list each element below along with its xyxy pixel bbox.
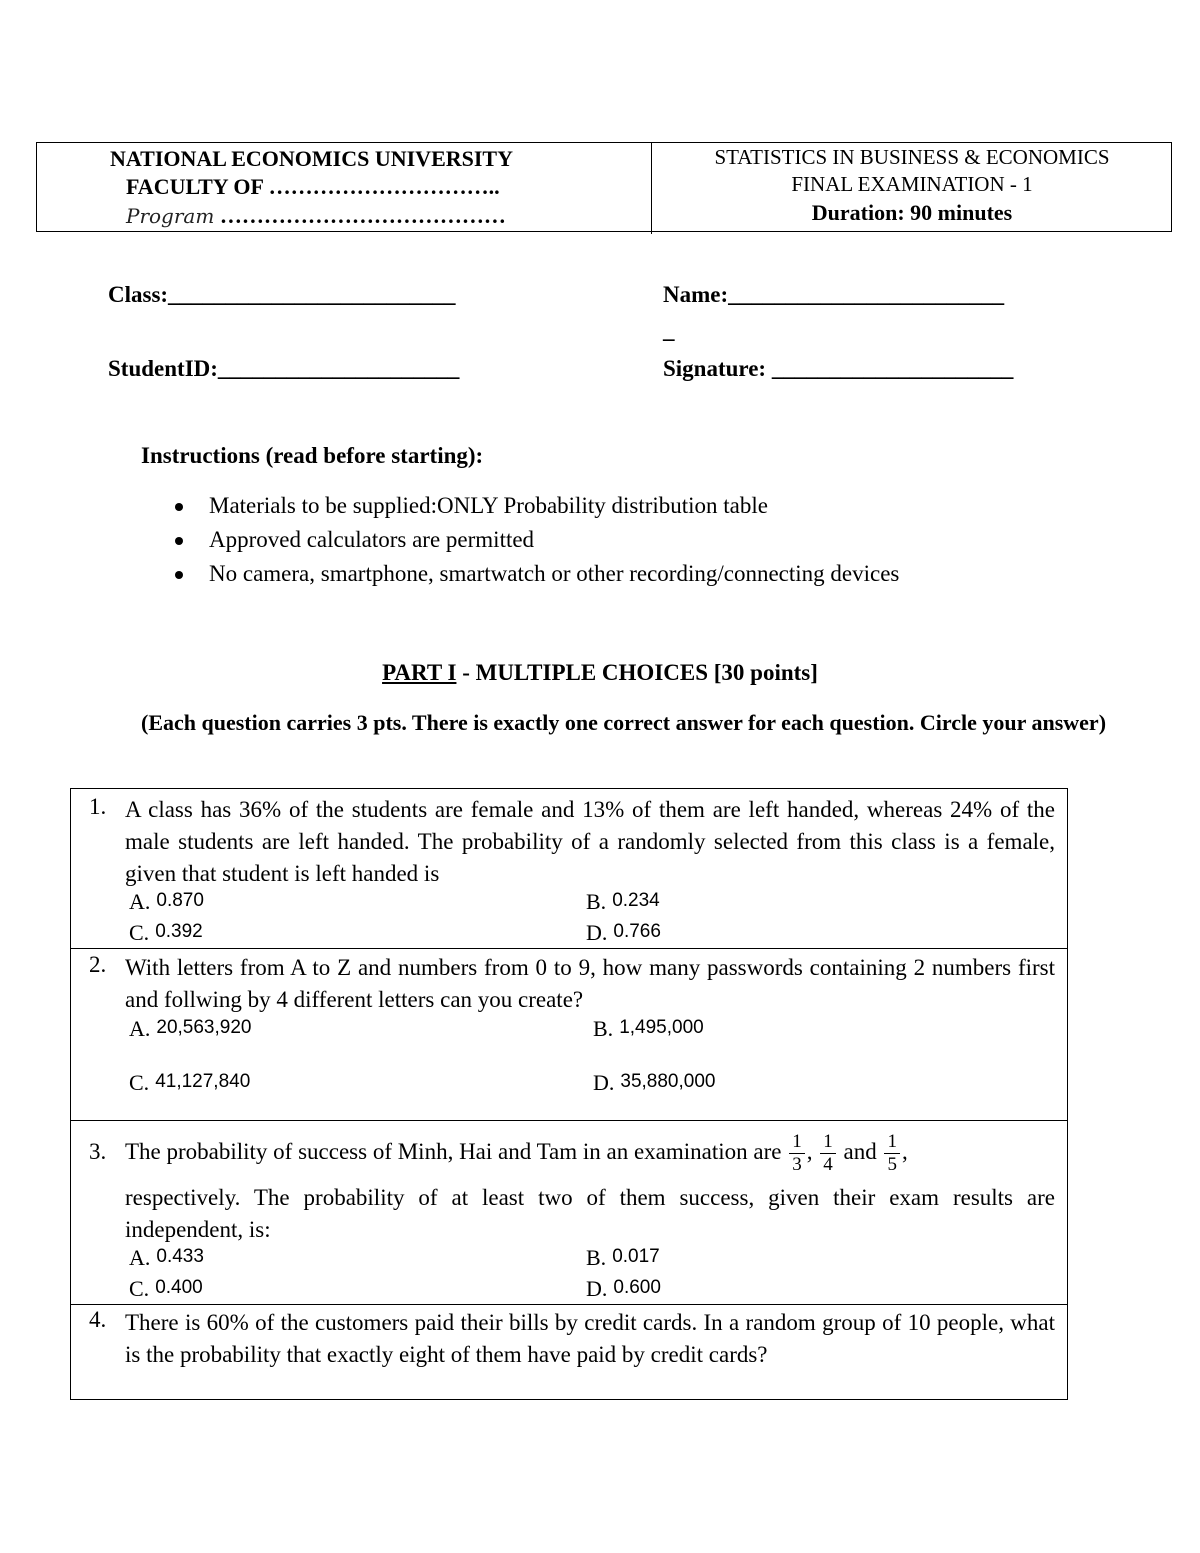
program-line <box>126 203 506 229</box>
question-3 <box>71 1121 1067 1305</box>
exam-duration: Duration: 90 minutes <box>811 200 1013 225</box>
program-label: Program <box>126 204 215 228</box>
questions-table <box>70 788 1068 1400</box>
part-instructions: (Each question carries 3 pts. There is exactly one correct answer for each question. Circle your answer) <box>141 710 1107 735</box>
question-text: respectively. The probability of at least two of them success, given their exam results are independent, is: <box>125 1185 1055 1242</box>
option-a[interactable]: A. 0.870 <box>129 889 204 914</box>
faculty-line: FACULTY OF ………………………….. <box>126 174 500 199</box>
question-number: 1. <box>89 794 107 819</box>
option-d[interactable]: D. 0.600 <box>586 1276 661 1301</box>
question-4 <box>71 1305 1067 1399</box>
question-1 <box>71 789 1067 949</box>
option-a[interactable]: A. 20,563,920 <box>129 1016 252 1041</box>
question-text: With letters from A to Z and numbers from 0 to 9, how many passwords containing 2 numbers first and follwing by 4 different letters can you create? <box>125 955 1055 1012</box>
question-number: 2. <box>89 952 107 977</box>
fraction-one-third: $\frac{1}{3}$ <box>789 1131 805 1176</box>
course-title: STATISTICS IN BUSINESS & ECONOMICS <box>714 145 1110 169</box>
option-d[interactable]: D. 0.766 <box>586 920 661 945</box>
part-title-rest: - MULTIPLE CHOICES [30 points] <box>456 660 818 685</box>
instructions-list <box>173 489 1073 591</box>
question-number: 4. <box>89 1307 107 1332</box>
fraction-one-fifth: $\frac{1}{5}$ <box>884 1131 900 1176</box>
exam-title: FINAL EXAMINATION - 1 <box>791 172 1033 196</box>
question-2 <box>71 949 1067 1121</box>
name-field-overflow: _ <box>663 318 675 343</box>
class-field: Class:_________________________ <box>108 282 456 307</box>
instruction-item: No camera, smartphone, smartwatch or other recording/connecting devices <box>173 557 1073 591</box>
part-title <box>0 660 1200 686</box>
instructions-title: Instructions (read before starting): <box>141 443 484 468</box>
option-b[interactable]: B. 0.017 <box>586 1245 660 1270</box>
name-field: Name:________________________ <box>663 282 1005 307</box>
instruction-item: Materials to be supplied:ONLY Probability distribution table <box>173 489 1073 523</box>
university-name: NATIONAL ECONOMICS UNIVERSITY <box>110 146 513 171</box>
option-b[interactable]: B. 0.234 <box>586 889 660 914</box>
student-id-field: StudentID:_____________________ <box>108 356 460 381</box>
fraction-one-quarter: $\frac{1}{4}$ <box>820 1131 836 1176</box>
option-d[interactable]: D. 35,880,000 <box>593 1070 716 1095</box>
option-c[interactable]: C. 41,127,840 <box>129 1070 251 1095</box>
question-text: There is 60% of the customers paid their bills by credit cards. In a random group of 10 people, what is the probability that exactly eight of them have paid by credit cards? <box>125 1310 1055 1367</box>
option-a[interactable]: A. 0.433 <box>129 1245 204 1270</box>
part-title-label: PART I <box>382 660 457 685</box>
program-dots: ………………………………… <box>219 203 506 228</box>
option-c[interactable]: C. 0.392 <box>129 920 203 945</box>
option-c[interactable]: C. 0.400 <box>129 1276 203 1301</box>
question-number: 3. <box>89 1139 107 1164</box>
question-text: A class has 36% of the students are female and 13% of them are left handed, whereas 24% of the male students are left handed. The probability of a randomly selected from this class is a female, given that student is left handed is <box>125 797 1055 886</box>
signature-field: Signature: _____________________ <box>663 356 1014 381</box>
option-b[interactable]: B. 1,495,000 <box>593 1016 704 1041</box>
instruction-item: Approved calculators are permitted <box>173 523 1073 557</box>
question-text-line1: The probability of success of Minh, Hai and Tam in an examination are $\frac{1}{3}$ , $\frac{1}{4}$ and $\frac{1}{5}$ , <box>125 1131 908 1176</box>
